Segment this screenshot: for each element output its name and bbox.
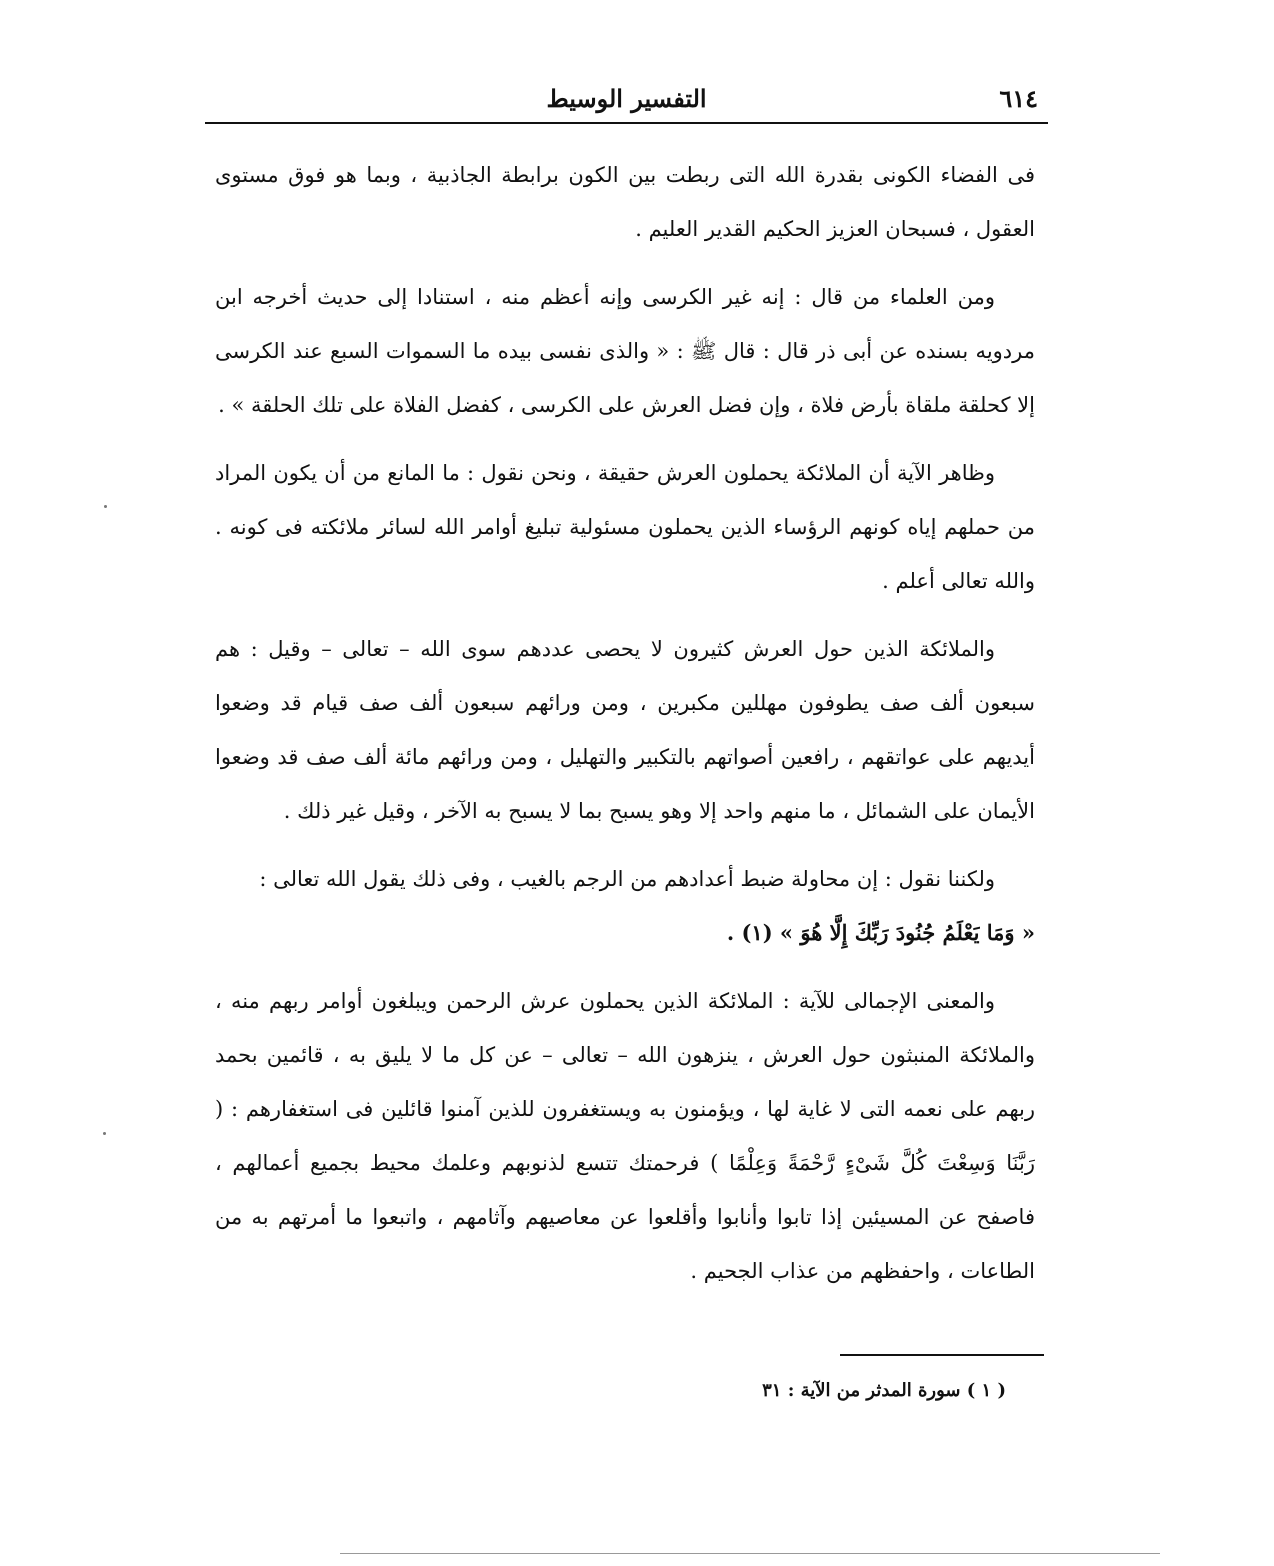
scan-speck <box>103 1132 106 1135</box>
paragraph-2: ومن العلماء من قال : إنه غير الكرسى وإنه أعظم منه ، استنادا إلى حديث أخرجه ابن مردويه بسنده عن أبى ذر قال : قال ﷺ : « والذى نفسى بيده ما السموات السبع عند الكرسى إلا كحلقة ملقاة بأرض فلاة ، وإن فضل العرش على الكرسى ، كفضل الفلاة على تلك الحلقة » . <box>215 285 1035 417</box>
page-header <box>205 80 1048 122</box>
scan-edge-line <box>340 1553 1160 1554</box>
paragraph-3: وظاهر الآية أن الملائكة يحملون العرش حقيقة ، ونحن نقول : ما المانع من أن يكون المراد من حملهم إياه كونهم الرؤساء الذين يحملون مسئولية تبليغ أوامر الله لسائر ملائكته فى كونه . والله تعالى أعلم . <box>215 461 1035 593</box>
running-title: التفسير الوسيط <box>546 84 707 113</box>
scan-speck <box>104 505 107 508</box>
quranic-verse: « وَمَا يَعْلَمُ جُنُودَ رَبِّكَ إِلَّا هُوَ » (١) . <box>726 920 1035 945</box>
paragraph-4: والملائكة الذين حول العرش كثيرون لا يحصى عددهم سوى الله – تعالى – وقيل : هم سبعون ألف صف يطوفون مهللين مكبرين ، ومن ورائهم سبعون ألف صف قيام قد وضعوا أيديهم على عواتقهم ، رافعين أصواتهم بالتكبير والتهليل ، ومن ورائهم مائة ألف صف قد وضعوا الأيمان على الشمائل ، ما منهم واحد إلا وهو يسبح بما لا يسبح به الآخر ، وقيل غير ذلك . <box>215 637 1035 823</box>
body-text <box>215 148 1035 1312</box>
paragraph-5-text: ولكننا نقول : إن محاولة ضبط أعدادهم من الرجم بالغيب ، وفى ذلك يقول الله تعالى : <box>259 867 995 891</box>
page-number: ٦١٤ <box>999 84 1038 113</box>
paragraph-6: والمعنى الإجمالى للآية : الملائكة الذين يحملون عرش الرحمن ويبلغون أوامر ربهم منه ، والملائكة المنبثون حول العرش ، ينزهون الله – تعالى – عن كل ما لا يليق به ، قائمين بحمد ربهم على نعمه التى لا غاية لها ، ويؤمنون به ويستغفرون للذين آمنوا قائلين فى استغفارهم : ( رَبَّنَا وَسِعْتَ كُلَّ شَىْءٍ رَّحْمَةً وَعِلْمًا ) فرحمتك تتسع لذنوبهم وعلمك محيط بجميع أعمالهم ، فاصفح عن المسيئين إذا تابوا وأنابوا وأقلعوا عن معاصيهم وآثامهم ، واتبعوا ما أمرتهم به من الطاعات ، واحفظهم من عذاب الجحيم . <box>215 989 1035 1283</box>
footnote-rule <box>840 1354 1044 1356</box>
footnote: ( ١ ) سورة المدثر من الآية : ٣١ <box>762 1380 1006 1401</box>
paragraph-5 <box>215 852 1035 960</box>
header-rule <box>205 122 1048 124</box>
paragraph-1: فى الفضاء الكونى بقدرة الله التى ربطت بين الكون برابطة الجاذبية ، وبما هو فوق مستوى العقول ، فسبحان العزيز الحكيم القدير العليم . <box>215 163 1035 241</box>
